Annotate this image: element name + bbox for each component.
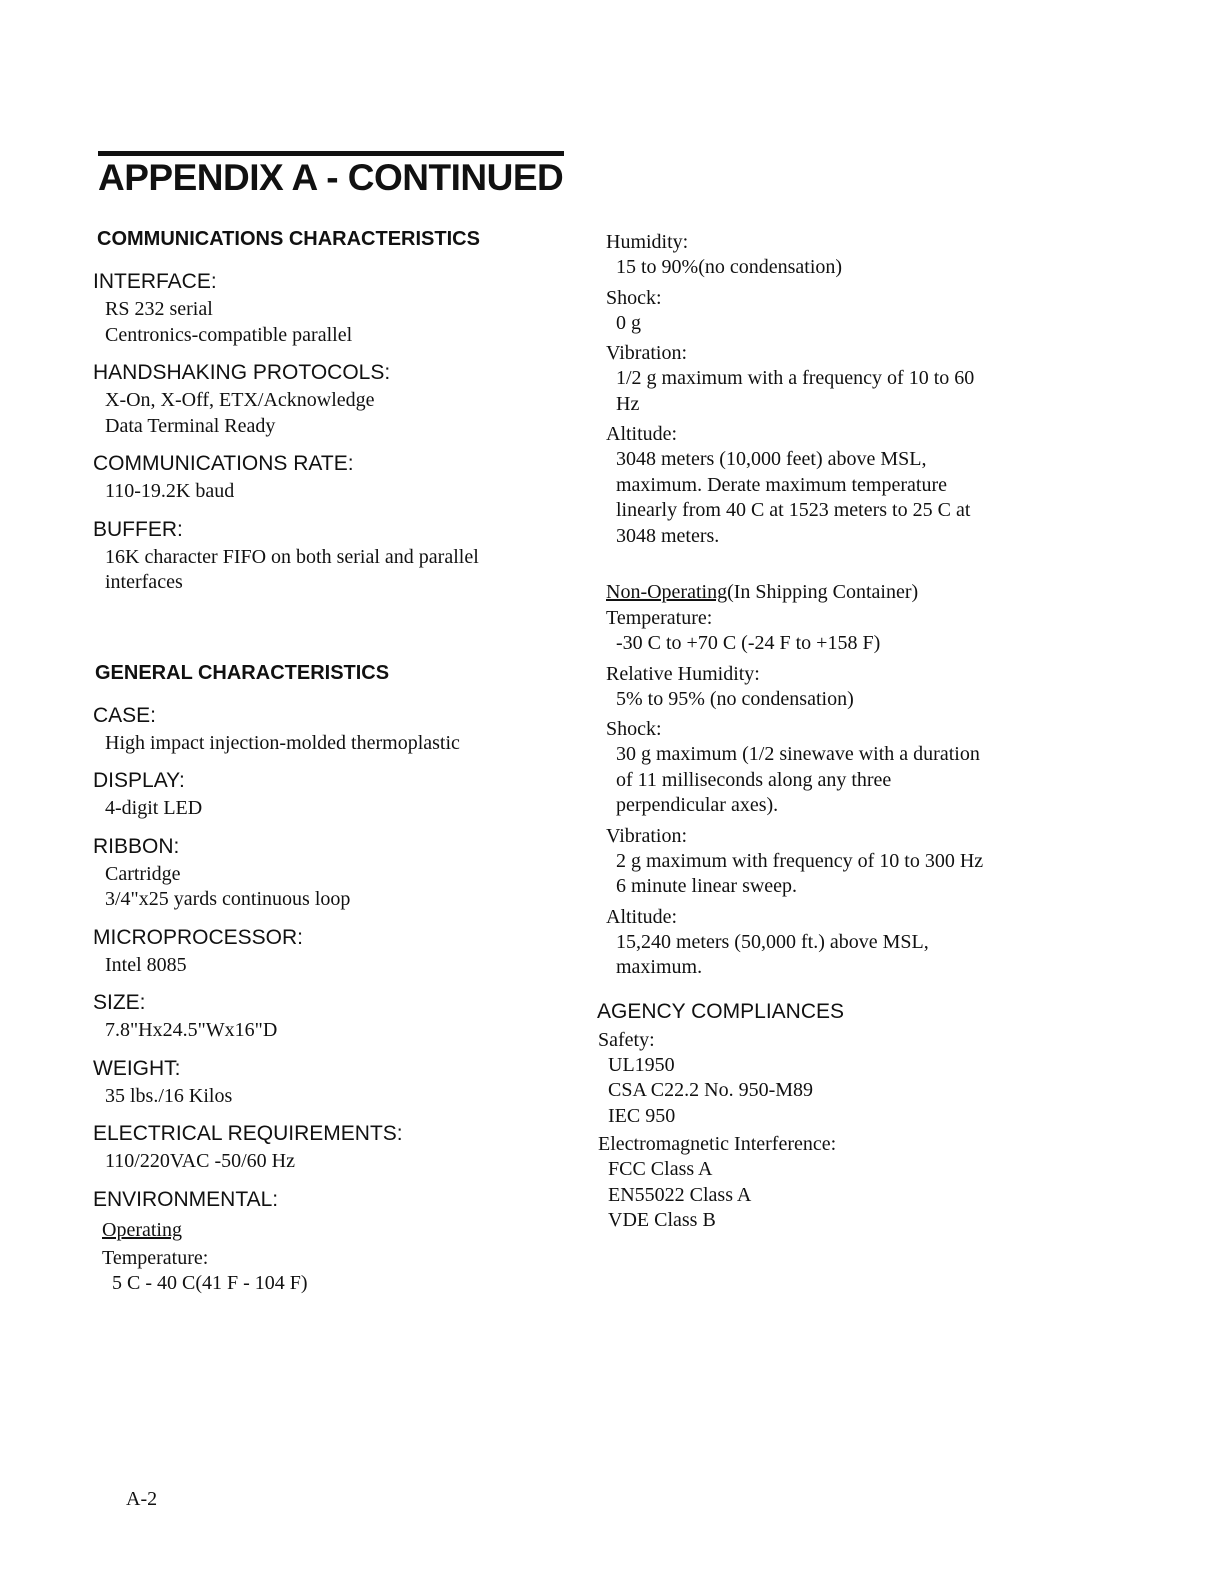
non-operating-shock [606,716,1046,819]
ribbon-field [93,834,533,913]
vibration-value: 6 minute linear sweep. [616,875,798,897]
ribbon-label: RIBBON: [93,834,180,858]
relative-humidity-value: 5% to 95% (no condensation) [616,687,854,710]
altitude-value: 15,240 meters (50,000 ft.) above MSL, [616,930,929,953]
rate-label: COMMUNICATIONS RATE: [93,452,354,475]
left-column [93,224,533,1296]
electrical-label: ELECTRICAL REQUIREMENTS: [93,1122,403,1145]
handshaking-value: X-On, X-Off, ETX/Acknowledge [105,389,375,411]
altitude-value: 3048 meters (10,000 feet) above MSL, [616,448,927,470]
altitude-value: linearly from 40 C at 1523 meters to 25 C at [616,499,971,521]
non-operating-relative-humidity [606,661,1046,713]
environmental-label: ENVIRONMENTAL: [93,1187,279,1211]
non-operating-altitude [606,904,1046,981]
operating-shock [606,285,1046,337]
operating-subheading: Operating [102,1218,182,1241]
environmental-field [93,1187,533,1297]
display-label: DISPLAY: [93,769,185,792]
emi-value: FCC Class A [608,1158,713,1180]
non-operating-underlined: Non-Operating [606,581,728,603]
buffer-field [93,517,533,596]
safety-value: UL1950 [608,1053,675,1076]
ribbon-value: 3/4"x25 yards continuous loop [105,888,351,910]
non-operating-section [606,579,1046,981]
handshaking-field [93,360,533,439]
weight-field [93,1056,533,1110]
electrical-value: 110/220VAC -50/60 Hz [105,1150,295,1172]
temperature-label: Temperature: [606,607,713,629]
safety-label: Safety: [598,1028,655,1051]
display-field [93,768,533,822]
shock-label: Shock: [606,718,662,740]
temperature-value: -30 C to +70 C (-24 F to +158 F) [616,632,881,654]
vibration-value: 2 g maximum with frequency of 10 to 300 Hz [616,849,984,872]
agency-compliances-label: AGENCY COMPLIANCES [597,999,845,1023]
page-title: APPENDIX A - CONTINUED [98,157,564,198]
size-label: SIZE: [93,991,146,1014]
shock-value: of 11 milliseconds along any three [616,768,892,791]
communications-heading: COMMUNICATIONS CHARACTERISTICS [97,228,480,250]
handshaking-value: Data Terminal Ready [105,414,276,437]
case-label: CASE: [93,703,157,727]
microprocessor-field [93,925,533,979]
altitude-label: Altitude: [606,423,678,445]
case-value: High impact injection-molded thermoplastic [105,731,460,754]
vibration-label: Vibration: [606,342,688,364]
safety-value: IEC 950 [608,1104,676,1127]
buffer-value: 16K character FIFO on both serial and parallel [105,545,479,568]
operating-vibration [606,340,1046,417]
shock-label: Shock: [606,286,662,309]
page-number: A-2 [126,1488,158,1510]
interface-field [93,269,533,348]
microprocessor-label: MICROPROCESSOR: [93,925,304,949]
weight-value: 35 lbs./16 Kilos [105,1084,233,1107]
size-field [93,990,533,1044]
operating-temperature-value: 5 C - 40 C(41 F - 104 F) [112,1271,308,1294]
operating-humidity [606,229,1046,281]
microprocessor-value: Intel 8085 [105,953,187,976]
vibration-value: Hz [616,392,640,415]
emi-value: VDE Class B [608,1209,716,1231]
interface-value: Centronics-compatible parallel [105,323,353,346]
operating-temperature-label: Temperature: [102,1246,209,1269]
humidity-value: 15 to 90%(no condensation) [616,256,843,278]
rate-field [93,451,533,505]
handshaking-label: HANDSHAKING PROTOCOLS: [93,361,391,384]
shock-value: 0 g [616,311,641,334]
right-column [597,229,1046,1234]
rate-value: 110-19.2K baud [105,480,235,502]
non-operating-heading [606,579,1046,605]
electrical-field [93,1121,533,1175]
agency-compliances-section [597,999,1046,1234]
interface-label: INTERFACE: [93,270,217,293]
emi-label: Electromagnetic Interference: [598,1133,837,1155]
altitude-value: maximum. Derate maximum temperature [616,473,947,496]
weight-label: WEIGHT: [93,1056,181,1080]
emi-value: EN55022 Class A [608,1183,752,1206]
non-operating-container-note: (In Shipping Container) [727,581,919,603]
buffer-value: interfaces [105,571,183,593]
interface-value: RS 232 serial [105,298,213,320]
general-heading: GENERAL CHARACTERISTICS [95,661,390,684]
buffer-label: BUFFER: [93,517,183,541]
altitude-value: 3048 meters. [616,524,720,547]
shock-value: perpendicular axes). [616,794,779,816]
non-operating-temperature [606,605,1046,657]
non-operating-vibration [606,823,1046,900]
ribbon-value: Cartridge [105,862,181,885]
case-field [93,703,533,757]
shock-value: 30 g maximum (1/2 sinewave with a duration [616,743,980,765]
size-value: 7.8"Hx24.5"Wx16"D [105,1019,278,1041]
humidity-label: Humidity: [606,231,689,253]
altitude-value: maximum. [616,956,703,978]
vibration-value: 1/2 g maximum with a frequency of 10 to 60 [616,367,975,389]
operating-altitude [606,421,1046,549]
safety-value: CSA C22.2 No. 950-M89 [608,1079,814,1101]
relative-humidity-label: Relative Humidity: [606,662,760,685]
vibration-label: Vibration: [606,824,688,847]
altitude-label: Altitude: [606,905,678,928]
display-value: 4-digit LED [105,797,203,819]
